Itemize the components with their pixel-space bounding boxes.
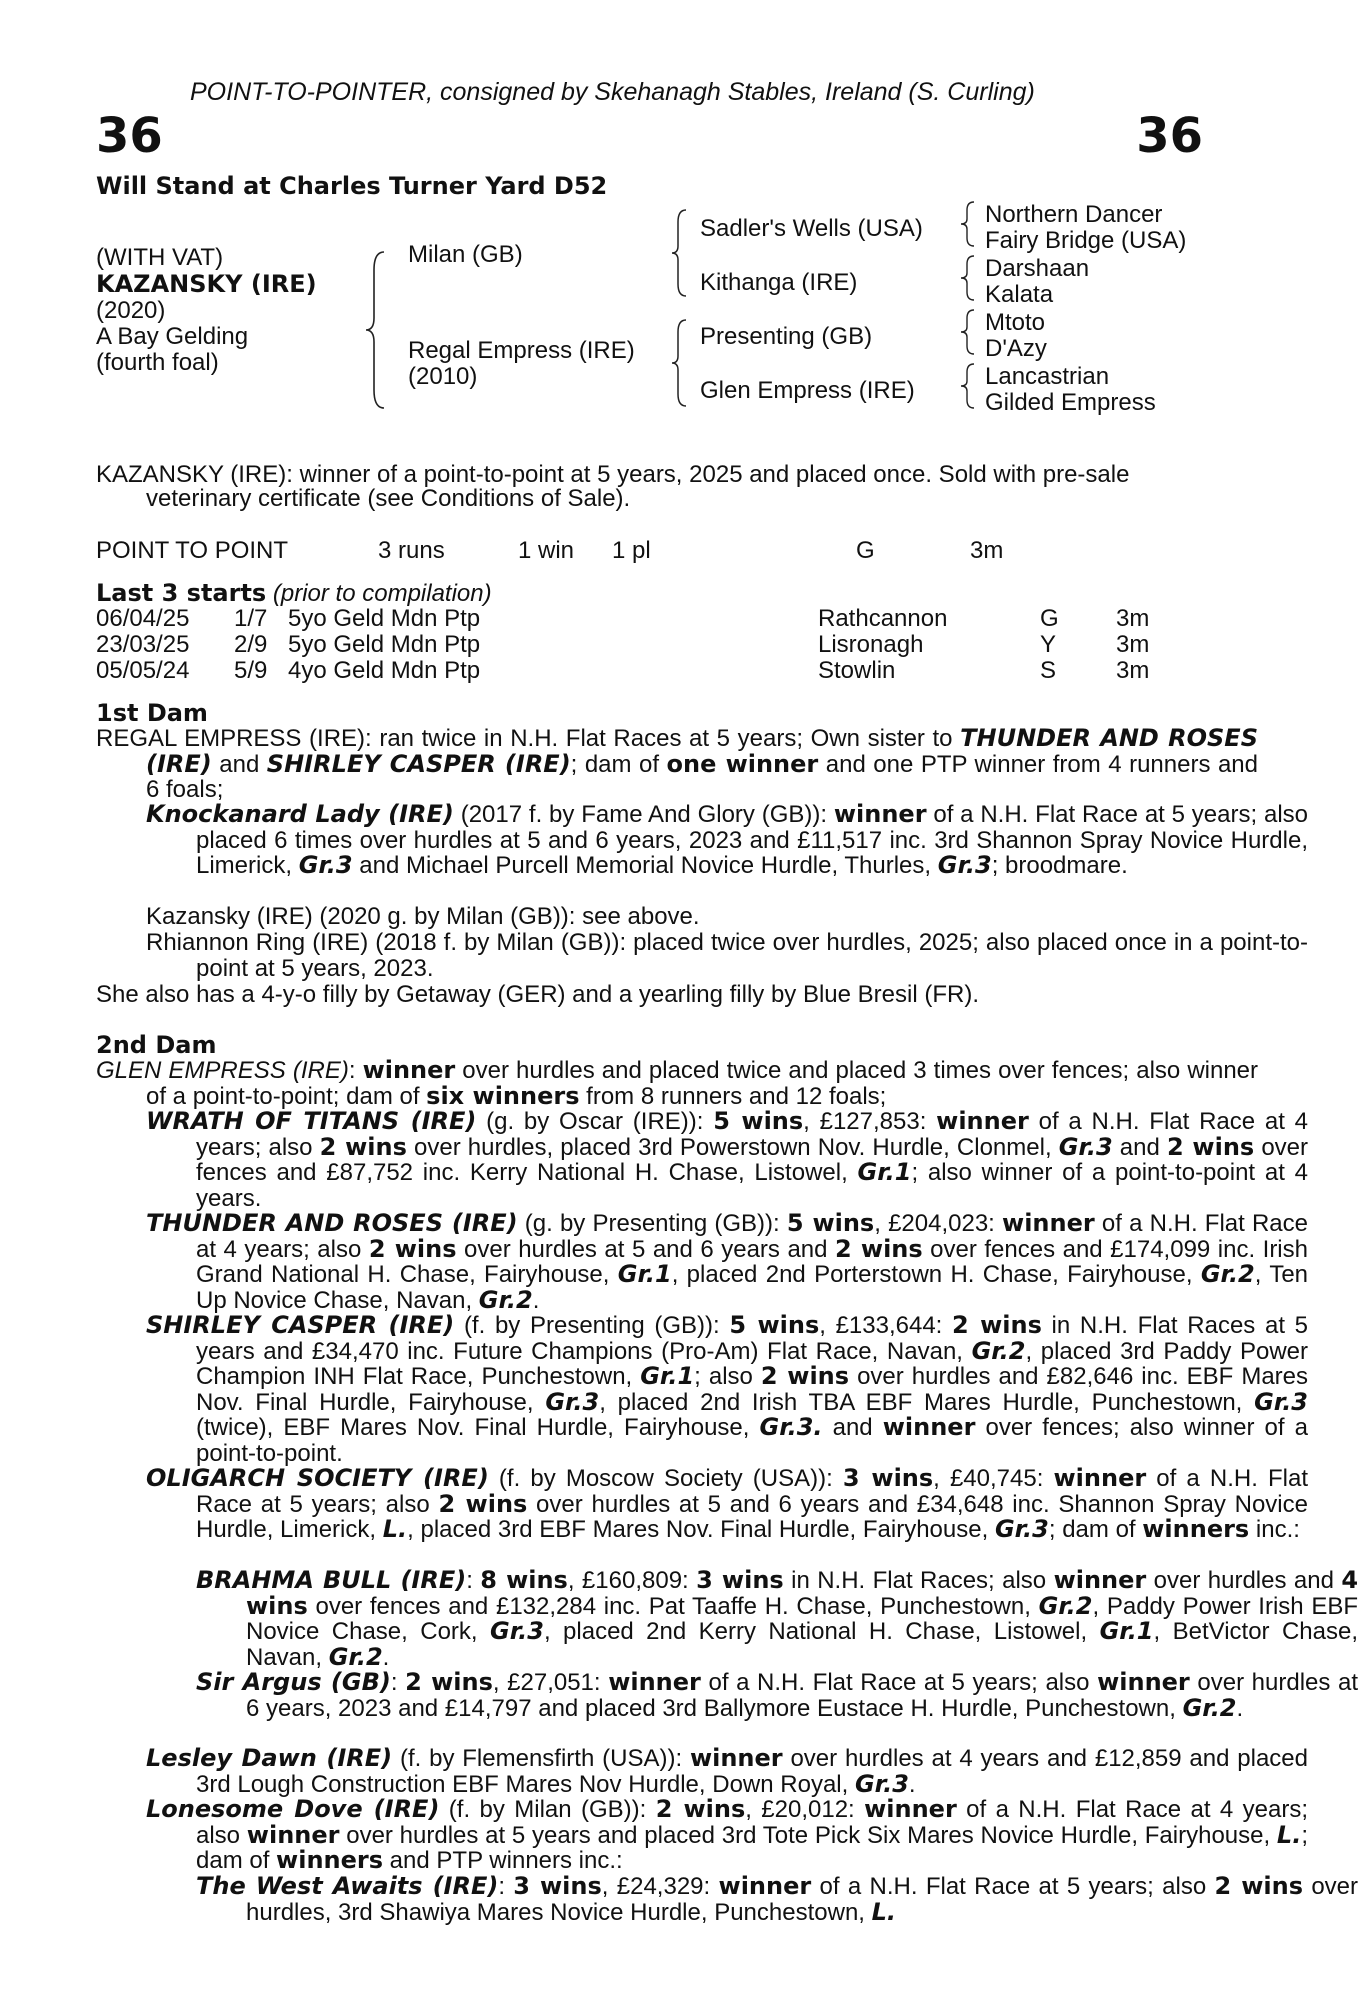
start-course: Rathcannon [818, 605, 948, 632]
second-dam-paragraph: GLEN EMPRESS (IRE): winner over hurdles and placed twice and placed 3 times over fences; also winner of a point-to-point; dam of six winners from 8 runners and 12 foals; [96, 1056, 1259, 1110]
first-dam-paragraph: REGAL EMPRESS (IRE): ran twice in N.H. Flat Races at 5 years; Own sister to THUNDER AND ROSES (IRE) and SHIRLEY CASPER (IRE); dam of one winner and one PTP winner from 4 runners and 6 foals; [96, 724, 1258, 803]
last-starts-note: (prior to compilation) [272, 580, 492, 607]
lot-number-right: 36 [1136, 108, 1203, 164]
summary-line-1: KAZANSKY (IRE): winner of a point-to-point at 5 years, 2025 and placed once. Sold with pre-sale [96, 461, 1130, 488]
pedigree-brace-g3b [958, 254, 980, 302]
record-label: POINT TO POINT [96, 537, 289, 564]
gen3-1: Northern Dancer [985, 201, 1163, 228]
sire-sire: Sadler's Wells (USA) [700, 215, 923, 242]
gen3-7: Lancastrian [985, 363, 1110, 390]
start-row [96, 606, 189, 632]
start-race: 5yo Geld Mdn Ptp [288, 631, 481, 658]
start-race: 4yo Geld Mdn Ptp [288, 657, 481, 684]
gen3-3: Darshaan [985, 255, 1090, 282]
produce-oligarch-society: OLIGARCH SOCIETY (IRE) (f. by Moscow Society (USA)): 3 wins, £40,745: winner of a N.H. Flat Race at 5 years; also 2 wins over hurdles at 5 and 6 years and £34,648 inc. Shannon Spray Novice Hurdle, Limerick, L., placed 3rd EBF Mares Nov. Final Hurdle, Fairyhouse, Gr.3; dam of winners inc.: [146, 1464, 1309, 1543]
sire: Milan (GB) [408, 241, 523, 268]
horse-description: A Bay Gelding [96, 323, 249, 350]
start-going: S [1040, 657, 1057, 684]
dam-year: (2010) [408, 363, 478, 390]
start-dist: 3m [1116, 631, 1150, 658]
start-going: Y [1040, 631, 1057, 658]
start-date: 05/05/24 [96, 657, 190, 684]
start-date: 23/03/25 [96, 631, 190, 658]
produce-lesley-dawn: Lesley Dawn (IRE) (f. by Flemensfirth (USA)): winner over hurdles at 4 years and £12,859 and placed 3rd Lough Construction EBF Mares Nov Hurdle, Down Royal, Gr.3. [146, 1744, 1308, 1798]
last-starts-heading: Last 3 starts [96, 579, 267, 607]
gen3-8: Gilded Empress [985, 389, 1156, 416]
produce-the-west-awaits: The West Awaits (IRE): 3 wins, £24,329: winner of a N.H. Flat Race at 5 years; also 2 wins over hurdles, 3rd Shawiya Mares Novice Hurdle, Punchestown, L. [196, 1872, 1358, 1926]
gen3-6: D'Azy [985, 335, 1047, 362]
pedigree-brace-sire [668, 208, 694, 298]
pedigree-brace-dam [668, 318, 694, 408]
first-dam-heading: 1st Dam [96, 699, 208, 727]
start-pos: 5/9 [234, 657, 268, 684]
gen3-2: Fairy Bridge (USA) [985, 227, 1187, 254]
dam-sire: Presenting (GB) [700, 323, 873, 350]
foal-number: (fourth foal) [96, 349, 219, 376]
pedigree-brace-gen1 [362, 250, 392, 410]
consignor-line: POINT-TO-POINTER, consigned by Skehanagh Stables, Ireland (S. Curling) [190, 78, 1035, 106]
summary-line-2: veterinary certificate (see Conditions of Sale). [146, 485, 631, 512]
produce-knockanard-lady: Knockanard Lady (IRE) (2017 f. by Fame And Glory (GB)): winner of a N.H. Flat Race at 5 years; also placed 6 times over hurdles at 5 and 6 years, 2023 and £11,517 inc. 3rd Shannon Spray Novice Hurdle, Limerick, Gr.3 and Michael Purcell Memorial Novice Hurdle, Thurles, Gr.3; broodmare. [146, 800, 1308, 879]
start-pos: 2/9 [234, 631, 268, 658]
produce-lonesome-dove: Lonesome Dove (IRE) (f. by Milan (GB)): 2 wins, £20,012: winner of a N.H. Flat Race at 4 years; also winner over hurdles at 5 years and placed 3rd Tote Pick Six Mares Novice Hurdle, Fairyhouse, L.; dam of winners and PTP winners inc.: [146, 1795, 1309, 1874]
dam-dam: Glen Empress (IRE) [700, 377, 915, 404]
record-distance: 3m [970, 537, 1004, 564]
horse-year: (2020) [96, 297, 166, 324]
record-placed: 1 pl [612, 537, 651, 564]
vat-note: (WITH VAT) [96, 244, 224, 271]
start-race: 5yo Geld Mdn Ptp [288, 605, 481, 632]
produce-kazansky: Kazansky (IRE) (2020 g. by Milan (GB)): see above. [146, 903, 700, 930]
start-course: Lisronagh [818, 631, 924, 658]
pedigree-brace-g3a [958, 200, 980, 248]
record-going: G [856, 537, 875, 564]
produce-brahma-bull: BRAHMA BULL (IRE): 8 wins, £160,809: 3 wins in N.H. Flat Races; also winner over hurdles and 4 wins over fences and £132,284 inc. Pat Taaffe H. Chase, Punchestown, Gr.2, Paddy Power Irish EBF Novice Chase, Cork, Gr.3, placed 2nd Kerry National H. Chase, Listowel, Gr.1, BetVictor Chase, Navan, Gr.2. [196, 1566, 1358, 1671]
start-going: G [1040, 605, 1059, 632]
first-dam-also: She also has a 4-y-o filly by Getaway (GER) and a yearling filly by Blue Bresil (FR). [96, 981, 979, 1008]
start-date: 06/04/25 [96, 605, 190, 632]
start-row [96, 632, 189, 658]
produce-rhiannon-ring: Rhiannon Ring (IRE) (2018 f. by Milan (GB)): placed twice over hurdles, 2025; also placed once in a point-to-point at 5 years, 2023. [146, 929, 1308, 982]
produce-shirley-casper: SHIRLEY CASPER (IRE) (f. by Presenting (GB)): 5 wins, £133,644: 2 wins in N.H. Flat Races at 5 years and £34,470 inc. Future Champions (Pro-Am) Flat Race, Navan, Gr.2, placed 3rd Paddy Power Champion INH Flat Race, Punchestown, Gr.1; also 2 wins over hurdles and £82,646 inc. EBF Mares Nov. Final Hurdle, Fairyhouse, Gr.3, placed 2nd Irish TBA EBF Mares Hurdle, Punchestown, Gr.3 (twice), EBF Mares Nov. Final Hurdle, Fairyhouse, Gr.3. and winner over fences; also winner of a point-to-point. [146, 1311, 1309, 1467]
last-starts-heading-row [96, 580, 492, 607]
start-dist: 3m [1116, 657, 1150, 684]
start-pos: 1/7 [234, 605, 268, 632]
dam: Regal Empress (IRE) [408, 337, 635, 364]
start-course: Stowlin [818, 657, 896, 684]
record-runs: 3 runs [378, 537, 445, 564]
gen3-4: Kalata [985, 281, 1054, 308]
horse-name: KAZANSKY (IRE) [96, 270, 317, 298]
stand-location: Will Stand at Charles Turner Yard D52 [96, 172, 608, 200]
pedigree-brace-g3d [958, 362, 980, 410]
pedigree-brace-g3c [958, 308, 980, 356]
second-dam-heading: 2nd Dam [96, 1031, 217, 1059]
produce-sir-argus: Sir Argus (GB): 2 wins, £27,051: winner of a N.H. Flat Race at 5 years; also winner over hurdles at 6 years, 2023 and £14,797 and placed 3rd Ballymore Eustace H. Hurdle, Punchestown, Gr.2. [196, 1668, 1358, 1722]
sire-dam: Kithanga (IRE) [700, 269, 858, 296]
gen3-5: Mtoto [985, 309, 1046, 336]
lot-number-left: 36 [96, 108, 163, 164]
produce-thunder-and-roses: THUNDER AND ROSES (IRE) (g. by Presenting (GB)): 5 wins, £204,023: winner of a N.H. Flat Race at 4 years; also 2 wins over hurdles at 5 and 6 years and 2 wins over fences and £174,099 inc. Irish Grand National H. Chase, Fairyhouse, Gr.1, placed 2nd Porterstown H. Chase, Fairyhouse, Gr.2, Ten Up Novice Chase, Navan, Gr.2. [146, 1209, 1309, 1314]
start-dist: 3m [1116, 605, 1150, 632]
start-row [96, 658, 189, 684]
produce-wrath-of-titans: WRATH OF TITANS (IRE) (g. by Oscar (IRE)): 5 wins, £127,853: winner of a N.H. Flat Race at 4 years; also 2 wins over hurdles, placed 3rd Powerstown Nov. Hurdle, Clonmel, Gr.3 and 2 wins over fences and £87,752 inc. Kerry National H. Chase, Listowel, Gr.1; also winner of a point-to-point at 4 years. [146, 1107, 1309, 1212]
record-wins: 1 win [518, 537, 575, 564]
